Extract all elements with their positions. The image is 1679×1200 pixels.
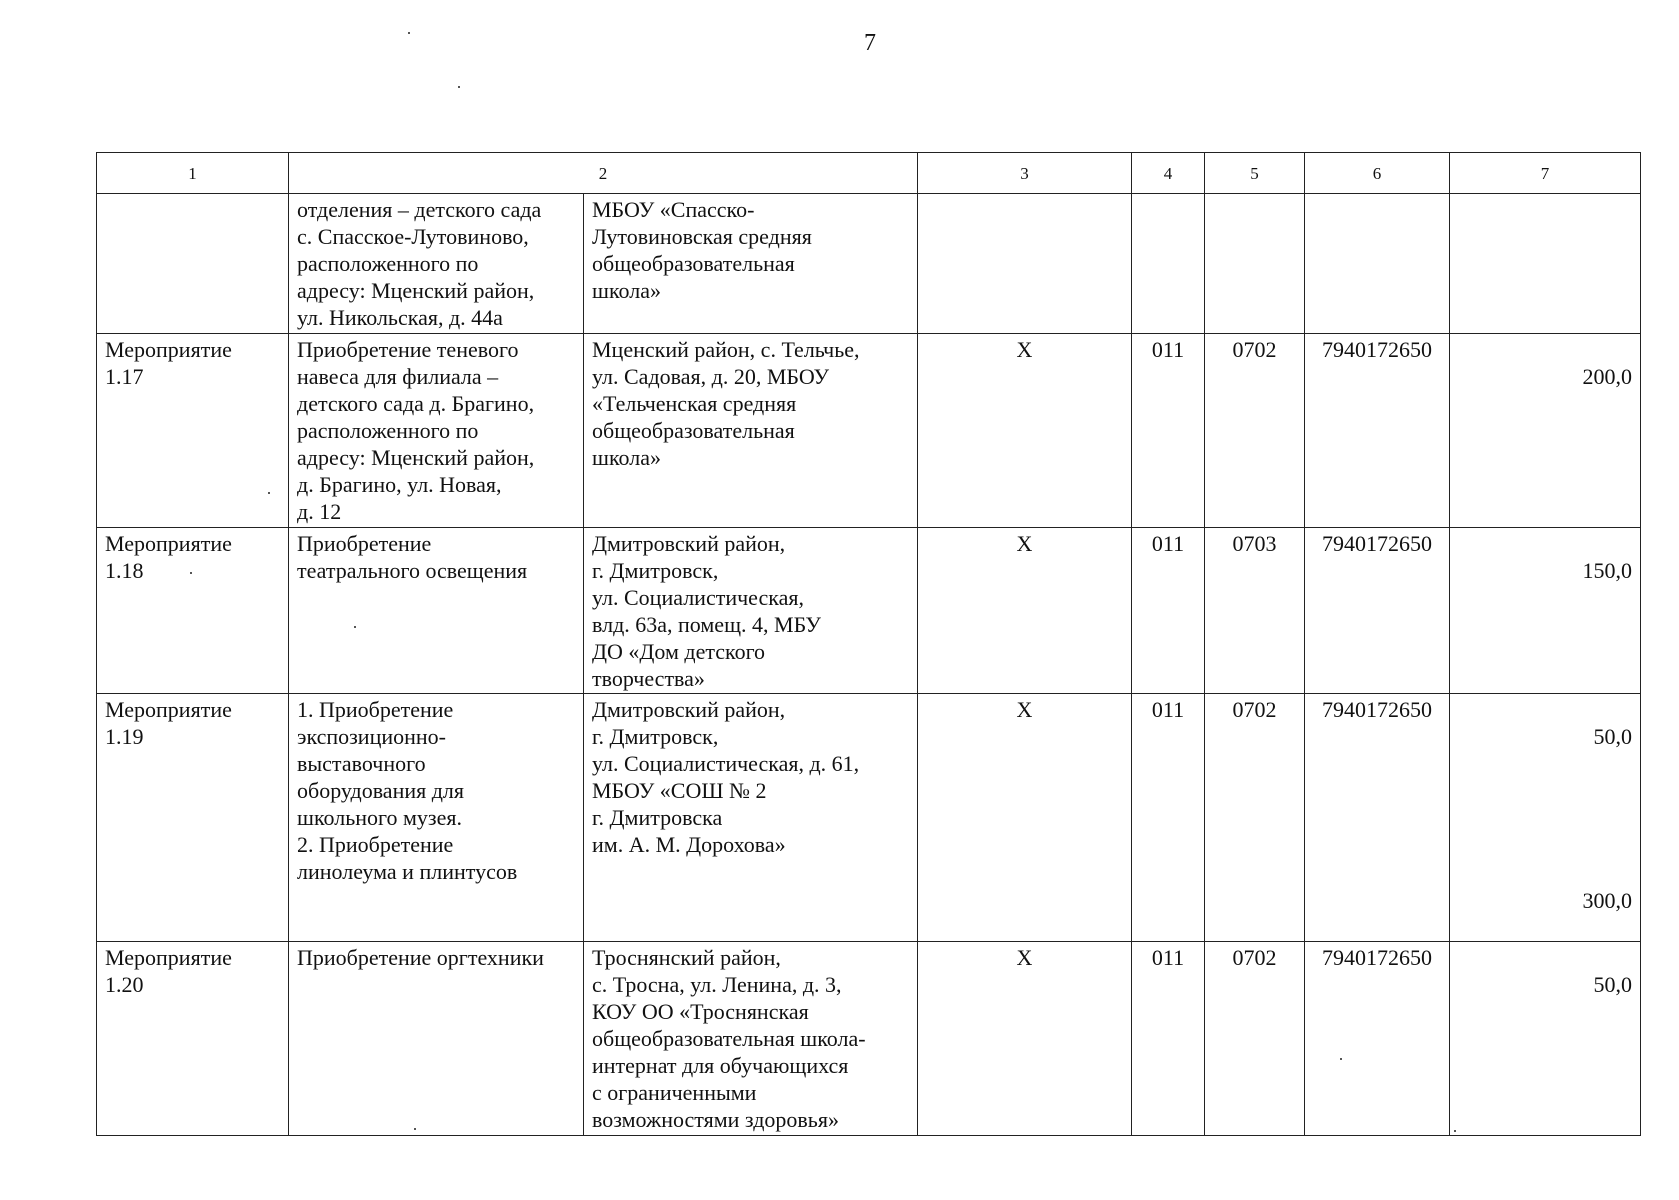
- column-number-row: [97, 153, 1641, 194]
- budget-table: [96, 152, 1641, 1136]
- column-number-5: 5: [1205, 153, 1305, 194]
- scan-speck: [414, 1128, 416, 1130]
- col6-cell: 7940172650: [1305, 694, 1450, 942]
- name-cell: Приобретение театрального освещения: [289, 528, 584, 694]
- table-row: [97, 942, 1641, 1136]
- amount-cell: [1450, 694, 1641, 942]
- amount-value: 300,0: [1582, 888, 1632, 913]
- amount-cell: [1450, 942, 1641, 1136]
- location-cell: Мценский район, с. Тельчье, ул. Садовая, д. 20, МБОУ «Тельченская средняя общеобразовательная школа»: [584, 334, 918, 528]
- amount-cell: [1450, 528, 1641, 694]
- col6-cell: 7940172650: [1305, 334, 1450, 528]
- name-cell: 1. Приобретение экспозиционно- выставочного оборудования для школьного музея. 2. Приобретение линолеума и плинтусов: [289, 694, 584, 942]
- col5-cell: [1205, 194, 1305, 334]
- col6-cell: [1305, 194, 1450, 334]
- scan-speck: [268, 492, 270, 494]
- column-number-2: 2: [289, 153, 918, 194]
- amount-cell: [1450, 334, 1641, 528]
- col4-cell: [1132, 194, 1205, 334]
- col5-cell: 0702: [1205, 942, 1305, 1136]
- amount-cell: [1450, 194, 1641, 334]
- page-number: 7: [864, 30, 876, 56]
- column-number-1: 1: [97, 153, 289, 194]
- col4-cell: 011: [1132, 528, 1205, 694]
- scan-speck: [408, 32, 410, 34]
- col4-cell: 011: [1132, 694, 1205, 942]
- col5-cell: 0702: [1205, 334, 1305, 528]
- col5-cell: 0702: [1205, 694, 1305, 942]
- table-row: [97, 694, 1641, 942]
- amount-value: 50,0: [1593, 724, 1632, 749]
- name-cell: Приобретение оргтехники: [289, 942, 584, 1136]
- event-cell: Мероприятие 1.20: [97, 942, 289, 1136]
- event-cell: Мероприятие 1.17: [97, 334, 289, 528]
- event-cell: Мероприятие 1.19: [97, 694, 289, 942]
- table-row: [97, 194, 1641, 334]
- location-cell: Дмитровский район, г. Дмитровск, ул. Социалистическая, д. 61, МБОУ «СОШ № 2 г. Дмитровска им. А. М. Дорохова»: [584, 694, 918, 942]
- location-cell: Дмитровский район, г. Дмитровск, ул. Социалистическая, влд. 63а, помещ. 4, МБУ ДО «Дом детского творчества»: [584, 528, 918, 694]
- name-cell: отделения – детского сада с. Спасское-Лутовиново, расположенного по адресу: Мценский район, ул. Никольская, д. 44а: [289, 194, 584, 334]
- col6-cell: 7940172650: [1305, 528, 1450, 694]
- table-row: [97, 334, 1641, 528]
- column-number-6: 6: [1305, 153, 1450, 194]
- column-number-3: 3: [918, 153, 1132, 194]
- table-row: [97, 528, 1641, 694]
- col5-cell: 0703: [1205, 528, 1305, 694]
- col3-cell: Х: [918, 694, 1132, 942]
- scan-speck: [354, 626, 356, 628]
- location-cell: Троснянский район, с. Тросна, ул. Ленина, д. 3, КОУ ОО «Троснянская общеобразовательная школа- интернат для обучающихся с ограниченными возможностями здоровья»: [584, 942, 918, 1136]
- col3-cell: [918, 194, 1132, 334]
- col3-cell: Х: [918, 334, 1132, 528]
- event-cell: [97, 194, 289, 334]
- scan-speck: [190, 572, 192, 574]
- amount-value: 50,0: [1593, 972, 1632, 997]
- scan-speck: [1340, 1058, 1342, 1060]
- amount-value: 200,0: [1582, 364, 1632, 389]
- column-number-7: 7: [1450, 153, 1641, 194]
- col6-cell: 7940172650: [1305, 942, 1450, 1136]
- location-cell: МБОУ «Спасско- Лутовиновская средняя общеобразовательная школа»: [584, 194, 918, 334]
- amount-value: 150,0: [1582, 558, 1632, 583]
- column-number-4: 4: [1132, 153, 1205, 194]
- name-cell: Приобретение теневого навеса для филиала – детского сада д. Брагино, расположенного по адресу: Мценский район, д. Брагино, ул. Новая, д. 12: [289, 334, 584, 528]
- col4-cell: 011: [1132, 942, 1205, 1136]
- col3-cell: Х: [918, 942, 1132, 1136]
- col4-cell: 011: [1132, 334, 1205, 528]
- col3-cell: Х: [918, 528, 1132, 694]
- event-cell: Мероприятие 1.18: [97, 528, 289, 694]
- scan-speck: [458, 86, 460, 88]
- scan-speck: [1454, 1130, 1456, 1132]
